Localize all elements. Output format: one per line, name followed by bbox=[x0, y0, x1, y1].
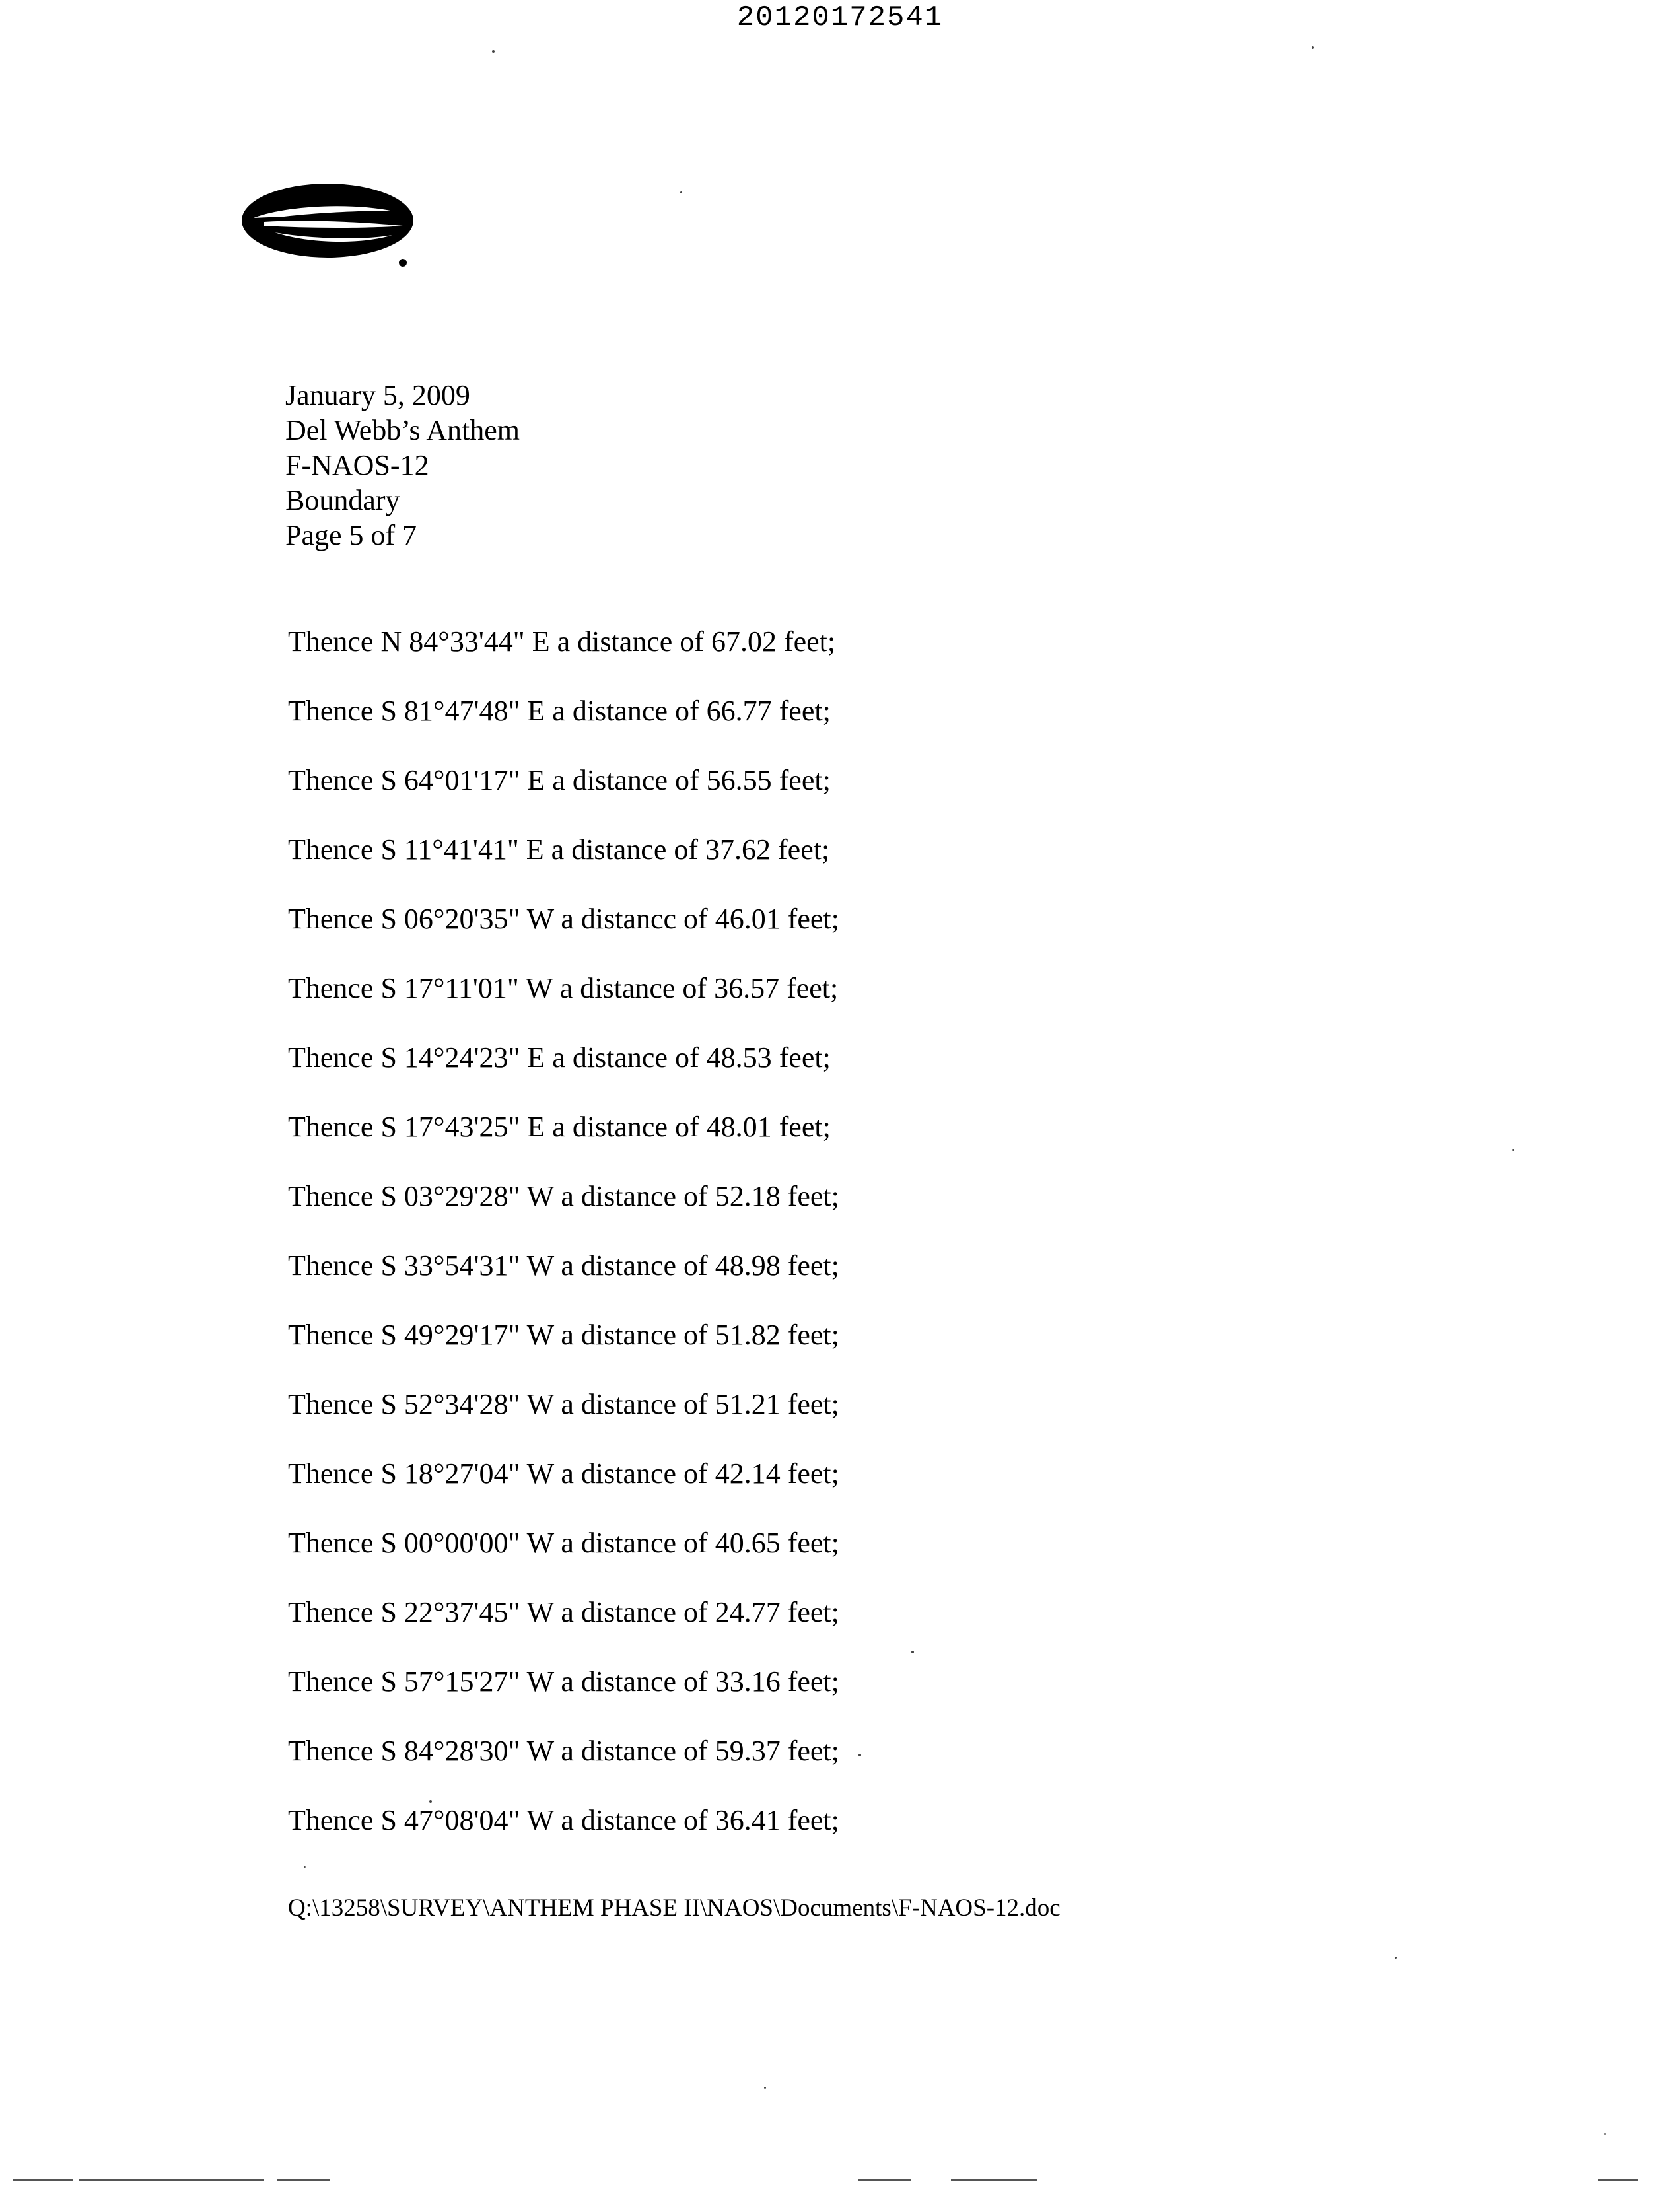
boundary-call: Thence S 84°28'30" W a distance of 59.37 feet; bbox=[288, 1735, 839, 1767]
scan-edge-line bbox=[951, 2179, 1037, 2181]
scan-edge-line bbox=[79, 2179, 264, 2181]
scan-speck bbox=[429, 1800, 432, 1803]
boundary-call: Thence S 03°29'28" W a distance of 52.18 feet; bbox=[288, 1180, 839, 1212]
project-line: Del Webb’s Anthem bbox=[285, 414, 520, 446]
scan-speck bbox=[1512, 1149, 1514, 1151]
boundary-calls bbox=[288, 623, 839, 1871]
document-number: 20120172541 bbox=[736, 1, 944, 34]
header-block bbox=[285, 378, 520, 553]
scan-speck bbox=[764, 2087, 766, 2089]
section-line: Boundary bbox=[285, 484, 400, 516]
boundary-call: Thence S 47°08'04" W a distance of 36.41 feet; bbox=[288, 1804, 839, 1836]
boundary-call: Thence N 84°33'44" E a distance of 67.02 feet; bbox=[288, 625, 836, 658]
boundary-call: Thence S 14°24'23" E a distance of 48.53 feet; bbox=[288, 1041, 831, 1074]
boundary-call: Thence S 81°47'48" E a distance of 66.77 feet; bbox=[288, 695, 831, 727]
boundary-call: Thence S 06°20'35" W a distancc of 46.01 feet; bbox=[288, 903, 839, 935]
scan-speck bbox=[858, 1754, 861, 1756]
boundary-call: Thence S 33°54'31" W a distance of 48.98 feet; bbox=[288, 1249, 839, 1282]
scan-speck bbox=[492, 50, 495, 53]
boundary-call: Thence S 52°34'28" W a distance of 51.21 feet; bbox=[288, 1388, 839, 1420]
scan-speck bbox=[304, 1866, 306, 1868]
scan-speck bbox=[1312, 46, 1314, 49]
scan-edge-line bbox=[277, 2179, 330, 2181]
boundary-call: Thence S 17°43'25" E a distance of 48.01 feet; bbox=[288, 1111, 831, 1143]
file-path-footer: Q:\13258\SURVEY\ANTHEM PHASE II\NAOS\Documents\F-NAOS-12.doc bbox=[288, 1894, 1061, 1922]
company-logo-icon bbox=[238, 180, 423, 272]
scan-speck bbox=[1604, 2133, 1606, 2135]
boundary-call: Thence S 64°01'17" E a distance of 56.55 feet; bbox=[288, 764, 831, 796]
boundary-call: Thence S 00°00'00" W a distance of 40.65 feet; bbox=[288, 1527, 839, 1559]
boundary-call: Thence S 49°29'17" W a distance of 51.82 feet; bbox=[288, 1319, 839, 1351]
scan-edge-line bbox=[858, 2179, 911, 2181]
boundary-call: Thence S 22°37'45" W a distance of 24.77 feet; bbox=[288, 1596, 839, 1628]
scan-speck bbox=[1395, 1957, 1397, 1959]
boundary-call: Thence S 17°11'01" W a distance of 36.57 feet; bbox=[288, 972, 839, 1004]
scan-edge-line bbox=[1598, 2179, 1638, 2181]
scan-speck bbox=[911, 1651, 914, 1653]
scan-speck bbox=[680, 191, 682, 193]
scan-edge-line bbox=[13, 2179, 73, 2181]
parcel-line: F-NAOS-12 bbox=[285, 449, 429, 481]
boundary-call: Thence S 57°15'27" W a distance of 33.16 feet; bbox=[288, 1665, 839, 1698]
boundary-call: Thence S 18°27'04" W a distance of 42.14 feet; bbox=[288, 1457, 839, 1490]
boundary-call: Thence S 11°41'41" E a distance of 37.62 feet; bbox=[288, 833, 830, 866]
date-line: January 5, 2009 bbox=[285, 379, 470, 411]
page-indicator: Page 5 of 7 bbox=[285, 519, 417, 551]
